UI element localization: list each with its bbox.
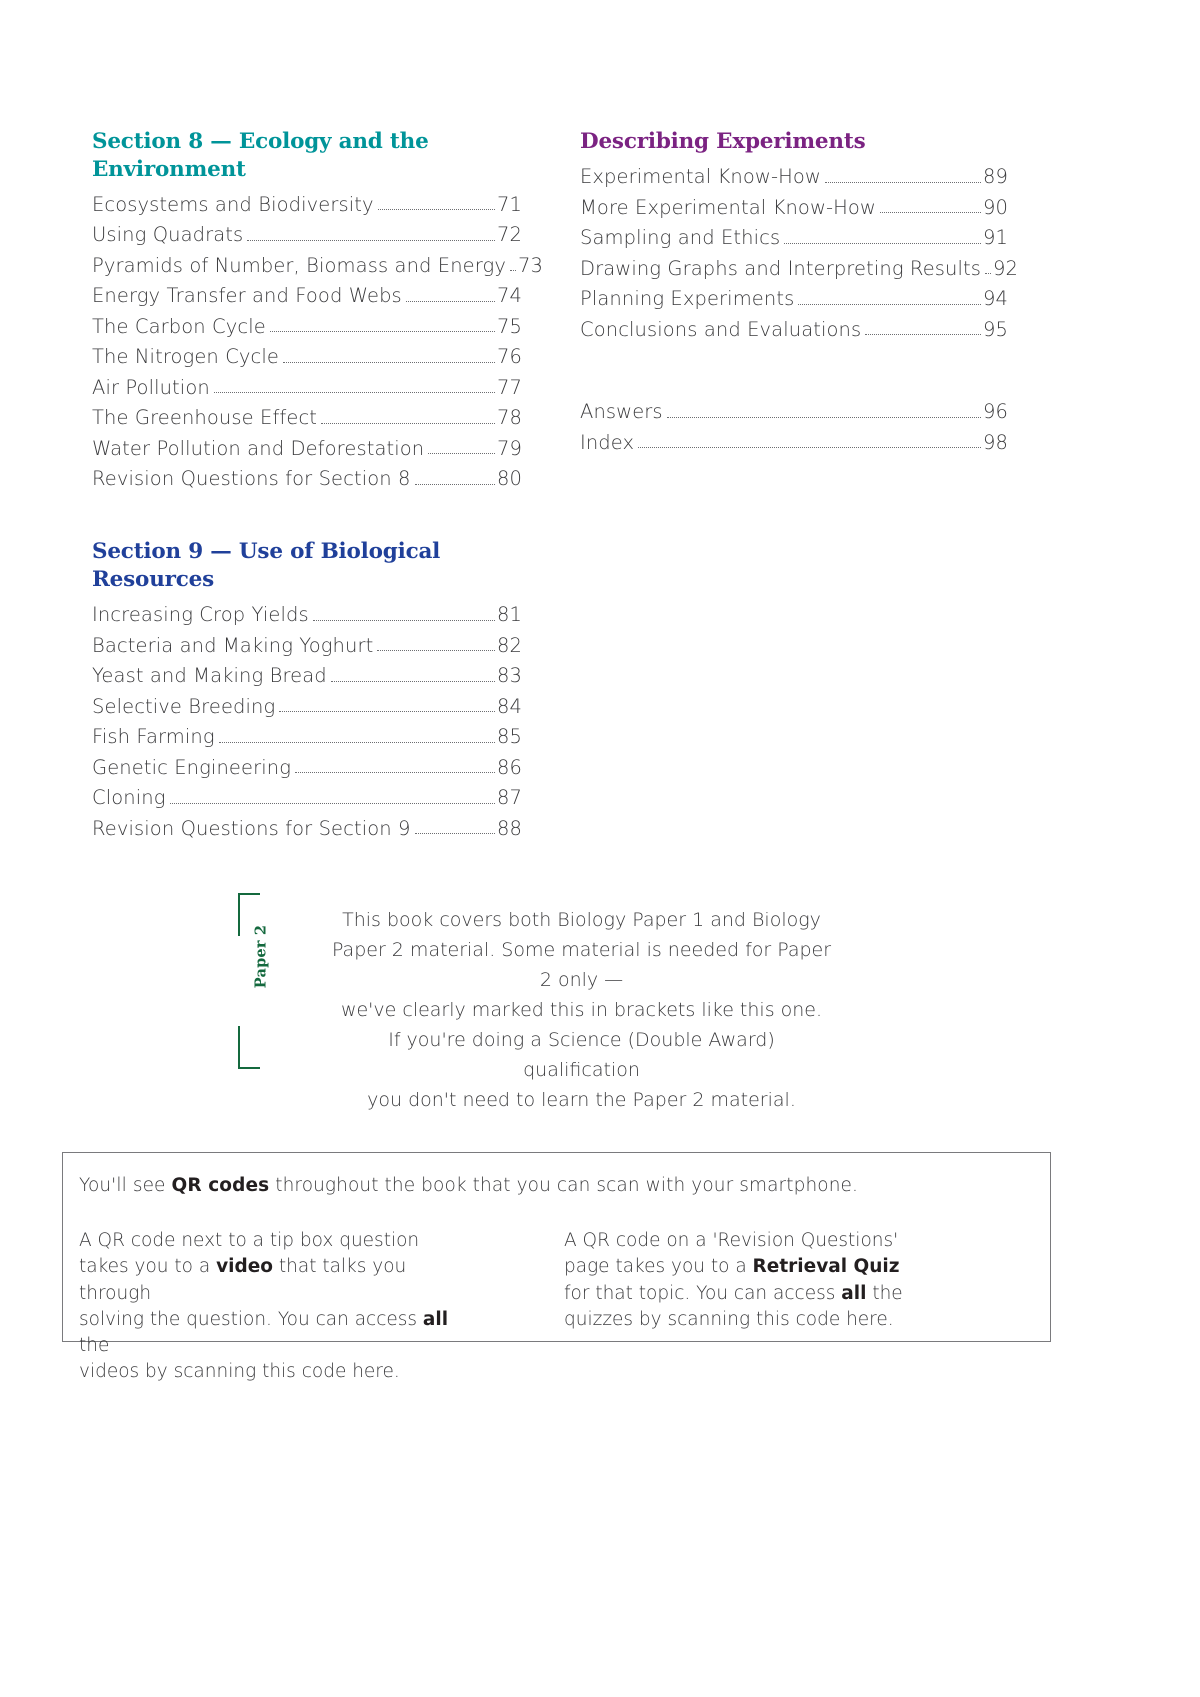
toc-entry-page: 74 [496, 284, 522, 308]
toc-entry[interactable] [580, 192, 1008, 223]
toc-leader-dots [214, 392, 495, 393]
toc-entry[interactable] [92, 691, 522, 722]
toc-entry-page: 87 [496, 786, 522, 810]
toc-leader-dots [510, 270, 516, 271]
toc-entry[interactable] [580, 162, 1008, 193]
section-heading-9: Section 9 — Use of Biological Resources [92, 539, 441, 593]
toc-leader-dots [378, 209, 495, 210]
qr-quiz-line-3-after: the [866, 1282, 903, 1304]
toc-entry-title: Drawing Graphs and Interpreting Results [580, 256, 982, 280]
toc-entry[interactable] [92, 403, 522, 434]
toc-entry[interactable] [92, 783, 522, 814]
toc-entry-title: Genetic Engineering [92, 755, 291, 779]
toc-entry-title: The Carbon Cycle [92, 314, 266, 338]
toc-leader-dots [415, 833, 495, 834]
section-heading-describing-experiments: Describing Experiments [580, 129, 866, 154]
bracket-top-stem [238, 893, 240, 936]
toc-entry-page: 88 [496, 816, 522, 840]
toc-leader-dots [784, 243, 981, 244]
qr-video-line-2-before: takes you to a [79, 1256, 217, 1278]
toc-entry[interactable] [92, 342, 522, 373]
qr-quiz-paragraph [564, 1228, 904, 1386]
toc-entry[interactable] [92, 661, 522, 692]
toc-entry-title: Revision Questions for Section 9 [92, 816, 411, 840]
bracket-bottom-arm [238, 1067, 260, 1069]
qr-video-line-2 [79, 1254, 454, 1307]
paper-2-line: you don't need to learn the Paper 2 material. [367, 1089, 796, 1112]
toc-entry-title: Answers [580, 400, 663, 424]
toc-leader-dots [321, 423, 495, 424]
section-9-entries [92, 600, 522, 844]
toc-entry-page: 77 [496, 375, 522, 399]
toc-entry-page: 83 [496, 664, 522, 688]
toc-entry-page: 96 [982, 400, 1008, 424]
toc-entry-page: 79 [496, 436, 522, 460]
toc-entry-page: 86 [496, 755, 522, 779]
bracket-top-arm [238, 893, 260, 895]
toc-leader-dots [406, 301, 495, 302]
qr-quiz-line-2-before: page takes you to a [564, 1256, 753, 1278]
qr-video-line-1: A QR code next to a tip box question [79, 1230, 420, 1251]
toc-leader-dots [247, 240, 495, 241]
toc-entry-page: 95 [982, 317, 1008, 341]
toc-entry-page: 84 [496, 694, 522, 718]
toc-leader-dots [667, 417, 981, 418]
toc-entry-page: 76 [496, 345, 522, 369]
toc-entry[interactable] [580, 223, 1008, 254]
toc-leader-dots [170, 803, 495, 804]
toc-leader-dots [865, 334, 981, 335]
toc-gap [580, 345, 1008, 371]
toc-leader-dots [219, 742, 495, 743]
contents-columns [92, 128, 1108, 844]
qr-quiz-bold: Retrieval Quiz [752, 1256, 900, 1278]
toc-leader-dots [283, 362, 495, 363]
qr-quiz-all-bold: all [841, 1282, 867, 1304]
toc-entry-title: Planning Experiments [580, 287, 795, 311]
section-heading-8: Section 8 — Ecology and the Environment [92, 129, 429, 182]
toc-entry[interactable] [92, 281, 522, 312]
toc-leader-dots [331, 681, 495, 682]
toc-entry-title: More Experimental Know-How [580, 195, 876, 219]
qr-quiz-line-2 [564, 1254, 904, 1280]
paper-2-line: we've clearly marked this in brackets like this one. [340, 999, 823, 1022]
toc-entry-title: Using Quadrats [92, 223, 244, 247]
paper-2-line: Paper 2 material. Some material is needed for Paper 2 only — [331, 939, 832, 992]
toc-leader-dots [313, 620, 495, 621]
qr-quiz-line-3-before: for that topic. You can access [564, 1282, 842, 1304]
toc-entry-title: Pyramids of Number, Biomass and Energy [92, 253, 506, 277]
toc-entry[interactable] [92, 722, 522, 753]
toc-leader-dots [415, 484, 495, 485]
describing-experiments-entries [580, 162, 1019, 458]
toc-entry-page: 92 [993, 256, 1019, 280]
toc-leader-dots [798, 304, 981, 305]
toc-leader-dots [985, 273, 991, 274]
toc-entry-page: 81 [496, 603, 522, 627]
toc-entry[interactable] [92, 433, 522, 464]
toc-entry-page: 78 [496, 406, 522, 430]
toc-entry-title: Air Pollution [92, 375, 210, 399]
toc-entry[interactable] [92, 630, 522, 661]
toc-gap [580, 371, 1008, 397]
toc-entry[interactable] [92, 813, 522, 844]
toc-entry-page: 90 [982, 195, 1008, 219]
toc-entry-page: 72 [496, 223, 522, 247]
toc-entry-title: Ecosystems and Biodiversity [92, 192, 374, 216]
toc-entry-page: 85 [496, 725, 522, 749]
toc-entry-title: Increasing Crop Yields [92, 603, 309, 627]
qr-intro-bold: QR codes [171, 1175, 270, 1196]
qr-video-line-3 [79, 1307, 454, 1360]
paper-2-text [329, 905, 834, 1115]
qr-video-line-2-after: that talks you through [79, 1256, 407, 1304]
toc-entry-title: Fish Farming [92, 725, 215, 749]
toc-entry[interactable] [580, 253, 1019, 284]
toc-entry[interactable] [92, 372, 522, 403]
toc-leader-dots [638, 447, 981, 448]
qr-columns [79, 1228, 1034, 1386]
qr-intro-before: You'll see [79, 1175, 172, 1196]
toc-entry-title: Yeast and Making Bread [92, 664, 327, 688]
toc-entry-title: Index [580, 430, 635, 454]
toc-leader-dots [428, 453, 495, 454]
qr-video-bold: video [216, 1256, 273, 1278]
toc-entry-answers[interactable] [580, 397, 1008, 428]
toc-entry-page: 80 [496, 467, 522, 491]
toc-entry[interactable] [580, 284, 1008, 315]
toc-entry[interactable] [580, 314, 1008, 345]
toc-entry-title: Energy Transfer and Food Webs [92, 284, 402, 308]
toc-entry[interactable] [92, 220, 522, 251]
toc-entry-title: The Greenhouse Effect [92, 406, 318, 430]
toc-entry[interactable] [92, 250, 544, 281]
toc-entry-title: Water Pollution and Deforestation [92, 436, 425, 460]
toc-entry-title: Revision Questions for Section 8 [92, 467, 411, 491]
qr-quiz-line-4: quizzes by scanning this code here. [564, 1308, 894, 1330]
toc-leader-dots [377, 650, 495, 651]
toc-entry-title: Bacteria and Making Yoghurt [92, 633, 374, 657]
toc-leader-dots [270, 331, 495, 332]
qr-codes-box [62, 1152, 1051, 1383]
toc-entry-title: Sampling and Ethics [580, 226, 781, 250]
toc-entry-title: Cloning [92, 786, 166, 810]
toc-entry-title: Conclusions and Evaluations [580, 317, 862, 341]
toc-leader-dots [880, 212, 981, 213]
qr-video-all-bold: all [422, 1308, 449, 1330]
toc-entry-page: 71 [496, 192, 522, 216]
contents-left-column [92, 128, 544, 844]
toc-entry-page: 91 [982, 226, 1008, 250]
toc-entry-index[interactable] [580, 427, 1008, 458]
section-8-entries [92, 189, 544, 494]
toc-leader-dots [825, 182, 981, 183]
qr-video-line-3-after: the [79, 1335, 110, 1357]
toc-entry-page: 98 [982, 430, 1008, 454]
qr-video-paragraph [79, 1228, 454, 1386]
toc-entry[interactable] [92, 189, 522, 220]
qr-video-line-4: videos by scanning this code here. [79, 1361, 400, 1383]
qr-video-line-3-before: solving the question. You can access [79, 1308, 423, 1330]
toc-entry-page: 89 [982, 165, 1008, 189]
qr-quiz-line-1: A QR code on a 'Revision Questions' [564, 1230, 899, 1251]
toc-leader-dots [279, 711, 495, 712]
bracket-bottom-stem [238, 1026, 240, 1069]
toc-entry-title: Experimental Know-How [580, 165, 821, 189]
toc-entry-page: 94 [982, 287, 1008, 311]
qr-intro-text [79, 1175, 858, 1196]
qr-intro-after: throughout the book that you can scan with your smartphone. [269, 1175, 858, 1196]
toc-entry[interactable] [92, 752, 522, 783]
toc-entry-page: 82 [496, 633, 522, 657]
paper-2-label: Paper 2 [252, 924, 270, 989]
contents-right-column [580, 128, 1019, 844]
paper-2-line: If you're doing a Science (Double Award) qualification [388, 1029, 775, 1082]
toc-entry-page: 75 [496, 314, 522, 338]
toc-entry-page: 73 [518, 253, 544, 277]
toc-leader-dots [295, 772, 495, 773]
toc-entry-title: The Nitrogen Cycle [92, 345, 279, 369]
toc-entry[interactable] [92, 311, 522, 342]
paper-2-line: This book covers both Biology Paper 1 and Biology [342, 909, 821, 931]
toc-entry[interactable] [92, 600, 522, 631]
toc-entry-title: Selective Breeding [92, 694, 276, 718]
toc-entry[interactable] [92, 464, 522, 495]
qr-quiz-line-3 [564, 1281, 904, 1307]
